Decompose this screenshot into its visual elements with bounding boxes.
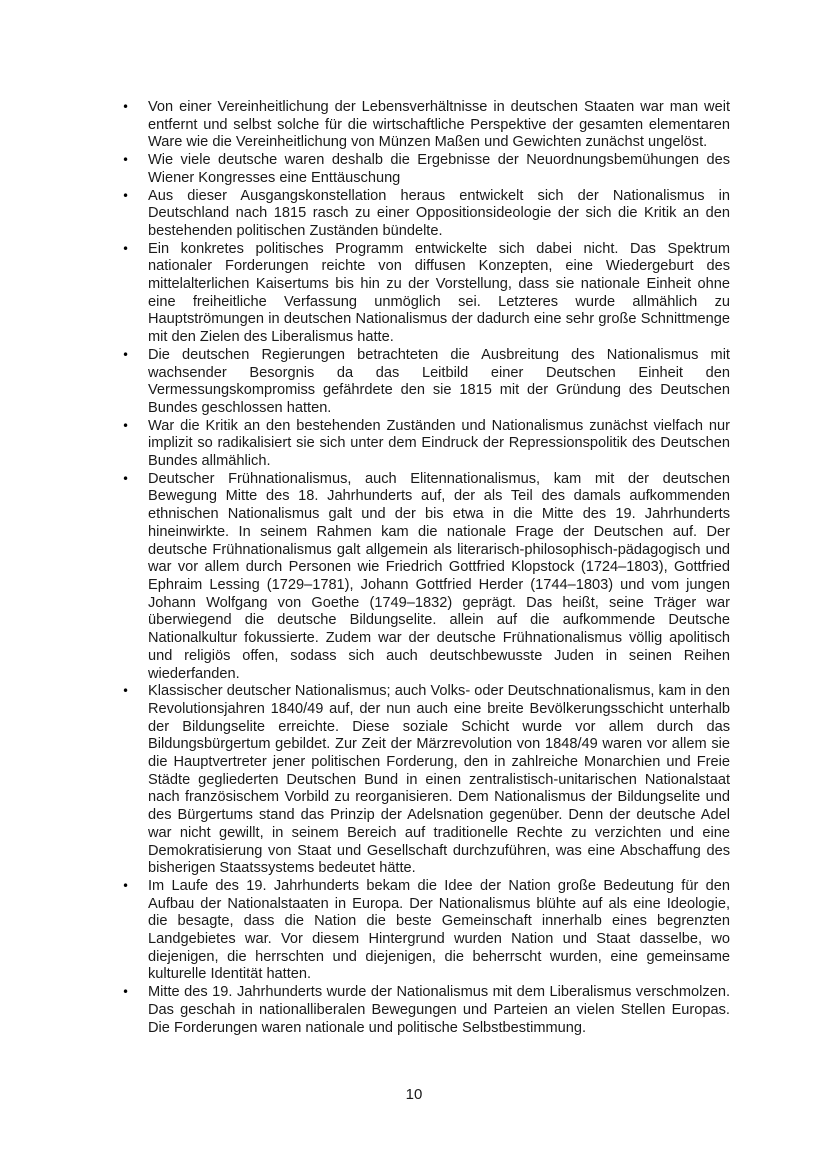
paragraph-text: Klassischer deutscher Nationalismus; auch Volks- oder Deutschnationalismus, kam in den Revolutionsjahren 1840/49 auf, der nun auch eine breite Bevölkerungsschicht unterhalb der Bildungselite erreichte. Diese soziale Schicht wurde vor allem durch das Bildungsbürgertum gebildet. Zur Zeit der Märzrevolution von 1848/49 waren vor allem sie die Hauptvertreter jener politischen Forderung, den in zahlreiche Monarchien und Freie Städte gegliederten Deutschen Bund in einen zentralistisch-unitarischen Nationalstaat nach französischem Vorbild zu reorganisieren. Dem Nationalismus der Bildungselite und des Bürgertums stand das Prinzip der Adelsnation gegenüber. Denn der deutsche Adel war nicht gewillt, in seinem Bereich auf traditionelle Rechte zu verzichten und eine Demokratisierung von Staat und Gesellschaft durchzuführen, was eine Abschaffung des bisherigen Staatssystems bedeutet hätte. (148, 683, 730, 877)
bullet-icon: • (122, 684, 130, 699)
bullet-icon: • (122, 878, 130, 893)
paragraph-text: Von einer Vereinheitlichung der Lebensverhältnisse in deutschen Staaten war man weit entfernt und selbst solche für die wirtschaftliche Perspektive der gesamten elementaren Ware wie die Vereinheitlichung von Münzen Maßen und Gewichten zunächst ungelöst. (148, 99, 730, 151)
list-item (122, 346, 730, 418)
page-number: 10 (405, 1086, 423, 1103)
paragraph-text: Ein konkretes politisches Programm entwickelte sich dabei nicht. Das Spektrum nationaler Forderungen reichte von diffusen Konzepten, eine Wiedergeburt des mittelalterlichen Kaisertums bis hin zu der Vorstellung, dass sie nationale Einheit ohne eine freiheitliche Verfassung unmöglich sei. Letzteres wurde allmählich zu Hauptströmungen in deutschen Nationalismus der dadurch eine sehr große Schnittmenge mit den Zielen des Liberalismus hatte. (148, 240, 730, 346)
bullet-icon: • (122, 188, 130, 203)
paragraph-text: Im Laufe des 19. Jahrhunderts bekam die Idee der Nation große Bedeutung für den Aufbau der Nationalstaaten in Europa. Der Nationalismus blühte auf als eine Ideologie, die besagte, dass die Nation die beste Gemeinschaft innerhalb eines begrenzten Landgebietes war. Vor diesem Hintergrund wurden Nation und Staat dasselbe, wo diejenigen, die herrschten und diejenigen, die beherrscht wurden, eine gemeinsame kulturelle Identität hatten. (148, 877, 730, 983)
list-item (122, 877, 730, 984)
list-item (122, 187, 730, 241)
bullet-icon: • (122, 241, 130, 256)
bullet-icon: • (122, 347, 130, 362)
list-item (122, 417, 730, 471)
paragraph-text: Mitte des 19. Jahrhunderts wurde der Nationalismus mit dem Liberalismus verschmolzen. Das geschah in nationalliberalen Bewegungen und Parteien an vielen Stellen Europas. Die Forderungen waren nationale und politische Selbstbestimmung. (148, 984, 730, 1036)
list-item (122, 984, 730, 1037)
bullet-icon: • (122, 100, 130, 114)
list-item (122, 99, 730, 152)
bullet-icon: • (122, 471, 130, 486)
bullet-icon: • (122, 153, 130, 168)
bullet-icon: • (122, 985, 130, 1000)
paragraph-text: Wie viele deutsche waren deshalb die Ergebnisse der Neuordnungsbemühungen des Wiener Kongresses eine Enttäuschung (148, 152, 730, 186)
list-item (122, 470, 730, 683)
list-item (122, 152, 730, 187)
list-item (122, 683, 730, 878)
bullet-list (122, 99, 730, 1037)
paragraph-text: War die Kritik an den bestehenden Zuständen und Nationalismus zunächst vielfach nur implizit so radikalisiert sie sich unter dem Eindruck der Repressionspolitik des Deutschen Bundes allmählich. (148, 417, 730, 470)
paragraph-text: Die deutschen Regierungen betrachteten die Ausbreitung des Nationalismus mit wachsender Besorgnis da das Leitbild einer Deutschen Einheit den Vermessungskompromiss gefährdete den sie 1815 mit der Gründung des Deutschen Bundes geschlossen hatten. (148, 346, 730, 416)
bullet-icon: • (122, 418, 130, 433)
list-item (122, 240, 730, 347)
paragraph-text: Aus dieser Ausgangskonstellation heraus entwickelt sich der Nationalismus in Deutschland nach 1815 rasch zu einer Oppositionsideologie der sich die Kritik an den bestehenden politischen Zuständen bündelte. (148, 187, 730, 239)
paragraph-text: Deutscher Frühnationalismus, auch Elitennationalismus, kam mit der deutschen Bewegung Mitte des 18. Jahrhunderts auf, der als Teil des damals aufkommenden ethnischen Nationalismus galt und der bis etwa in die Mitte des 19. Jahrhunderts hineinwirkte. In seinem Rahmen kam die nationale Frage der Deutschen auf. Der deutsche Frühnationalismus galt allgemein als literarisch-philosophisch-pädagogisch und war vor allem durch Personen wie Friedrich Gottfried Klopstock (1724–1803), Gottfried Ephraim Lessing (1729–1781), Johann Gottfried Herder (1744–1803) und vom jungen Johann Wolfgang von Goethe (1749–1832) geprägt. Das heißt, seine Träger war überwiegend die deutsche Bildungselite. allein auf die aufkommende Deutsche Nationalkultur fokussierte. Zudem war der deutsche Frühnationalismus völlig apolitisch und religiös offen, sodass sich auch deutschbewusste Juden in seinen Reihen wiederfanden. (148, 470, 730, 682)
